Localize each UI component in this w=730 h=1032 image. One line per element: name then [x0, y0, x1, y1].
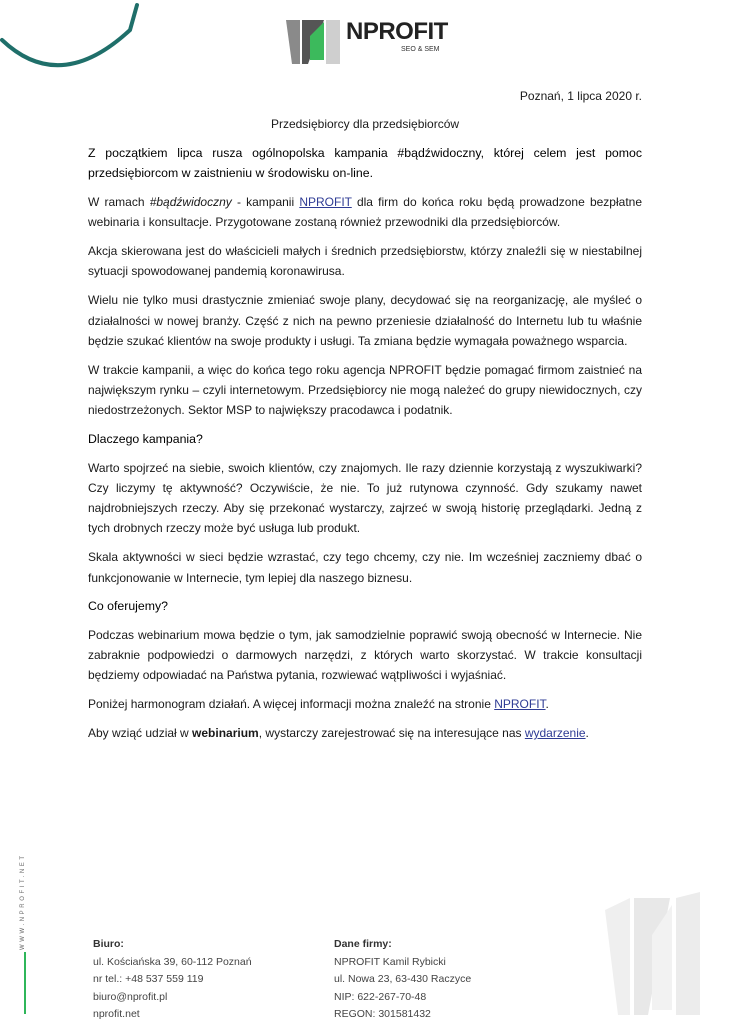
paragraph-6: Skala aktywności w sieci będzie wzrastać, czy tego chcemy, czy nie. Im wcześniej zaczniemy dbać o funkcjonowanie w Internecie, tym lepiej dla naszego biznesu.	[88, 550, 642, 585]
footer-office-line: biuro@nprofit.pl	[93, 990, 168, 1003]
paragraph-2: Akcja skierowana jest do właścicieli małych i średnich przedsiębiorstw, którzy znaleźli się w niestabilnej sytuacji spowodowanej pandemią koronawirusa.	[88, 244, 642, 279]
paragraph-7: Podczas webinarium mowa będzie o tym, jak samodzielnie poprawić swoją obecność w Internecie. Nie zabraknie podpowiedzi o darmowych narzędzi, z których warto skorzystać. W trakcie konsultacji będziemy odpowiadać na Państwa pytania, rozwiewać wątpliwości i wyjaśniać.	[88, 627, 642, 683]
website-vertical-text: WWW.NPROFIT.NET	[20, 853, 26, 950]
decorative-arc	[0, 0, 150, 80]
green-accent-line	[24, 952, 26, 1014]
logo-name: NPROFIT	[346, 18, 448, 45]
paragraph-8: Poniżej harmonogram działań. A więcej informacji można znaleźć na stronie NPROFIT.	[88, 697, 549, 712]
heading-what-we-offer: Co oferujemy?	[88, 599, 168, 614]
footer-company-line: REGON: 301581432	[334, 1008, 431, 1020]
footer-office-line: nr tel.: +48 537 559 119	[93, 973, 204, 985]
hashtag: #bądźwidoczny	[149, 195, 232, 210]
document-body	[88, 143, 642, 752]
paragraph-5: Warto spojrzeć na siebie, swoich klientów, czy znajomych. Ile razy dziennie korzystają z wyszukiwarki? Czy liczymy tę aktywność? Oczywiście, że nie. To już rutynowa czynność. Gdy szukamy nawet najdrobniejszych rzeczy. Aby się przekonać wystarczy, zajrzeć w swoją historię przeglądarki. Jedną z tych drobnych rzeczy może być usługa lub produkt.	[88, 460, 642, 536]
footer-company-heading: Dane firmy:	[334, 938, 392, 950]
footer-company-line: NPROFIT Kamil Rybicki	[334, 955, 446, 968]
document-date: Poznań, 1 lipca 2020 r.	[519, 89, 642, 103]
footer-company	[334, 936, 471, 1024]
paragraph-1: W ramach #bądźwidoczny - kampanii NPROFIT dla firm do końca roku będą prowadzone bezpłatne webinaria i konsultacje. Przygotowane zostaną również przewodniki dla przedsiębiorców.	[88, 195, 642, 230]
logo-mark-icon	[284, 16, 344, 68]
document-title: Przedsiębiorcy dla przedsiębiorców	[270, 117, 460, 131]
event-link[interactable]: wydarzenie	[524, 726, 586, 741]
footer-company-line: ul. Nowa 23, 63-430 Raczyce	[334, 973, 472, 985]
lead-paragraph: Z początkiem lipca rusza ogólnopolska kampania #bądźwidoczny, której celem jest pomoc przedsiębiorcom w zaistnieniu w środowisku on-line.	[88, 146, 642, 181]
footer-office-heading: Biuro:	[93, 938, 124, 950]
company-logo	[284, 16, 454, 68]
nprofit-link[interactable]: NPROFIT	[299, 195, 352, 210]
heading-why-campaign: Dlaczego kampania?	[88, 432, 203, 447]
paragraph-3: Wielu nie tylko musi drastycznie zmieniać swoje plany, decydować się na reorganizację, ale myśleć o działalności w nowej branży. Część z nich na pewno przeniesie działalność do Internetu lub tu właśnie będzie szukać klientów na swoje produkty i usługi. Ta zmiana będzie wymagała poważnego wsparcia.	[88, 293, 642, 348]
nprofit-website-link[interactable]: NPROFIT	[494, 697, 546, 712]
logo-tagline: SEO & SEM	[401, 46, 440, 53]
footer-office-line: nprofit.net	[93, 1008, 140, 1020]
footer-company-line: NIP: 622-267-70-48	[334, 990, 427, 1003]
footer-office	[93, 936, 252, 1024]
webinar-bold: webinarium	[192, 726, 259, 741]
logo-watermark-icon	[600, 890, 705, 1020]
paragraph-4: W trakcie kampanii, a więc do końca tego roku agencja NPROFIT będzie pomagać firmom zaistnieć na największym rynku – czyli internetowym. Przedsiębiorcy nie mogą należeć do grupy niewidocznych, czy niedostrzeżonych. Sektor MSP to największy pracodawca i podatnik.	[88, 362, 642, 418]
paragraph-9: Aby wziąć udział w webinarium, wystarczy zarejestrować się na interesujące nas wydarzenie.	[88, 726, 589, 741]
footer-office-line: ul. Kościańska 39, 60-112 Poznań	[93, 955, 252, 968]
